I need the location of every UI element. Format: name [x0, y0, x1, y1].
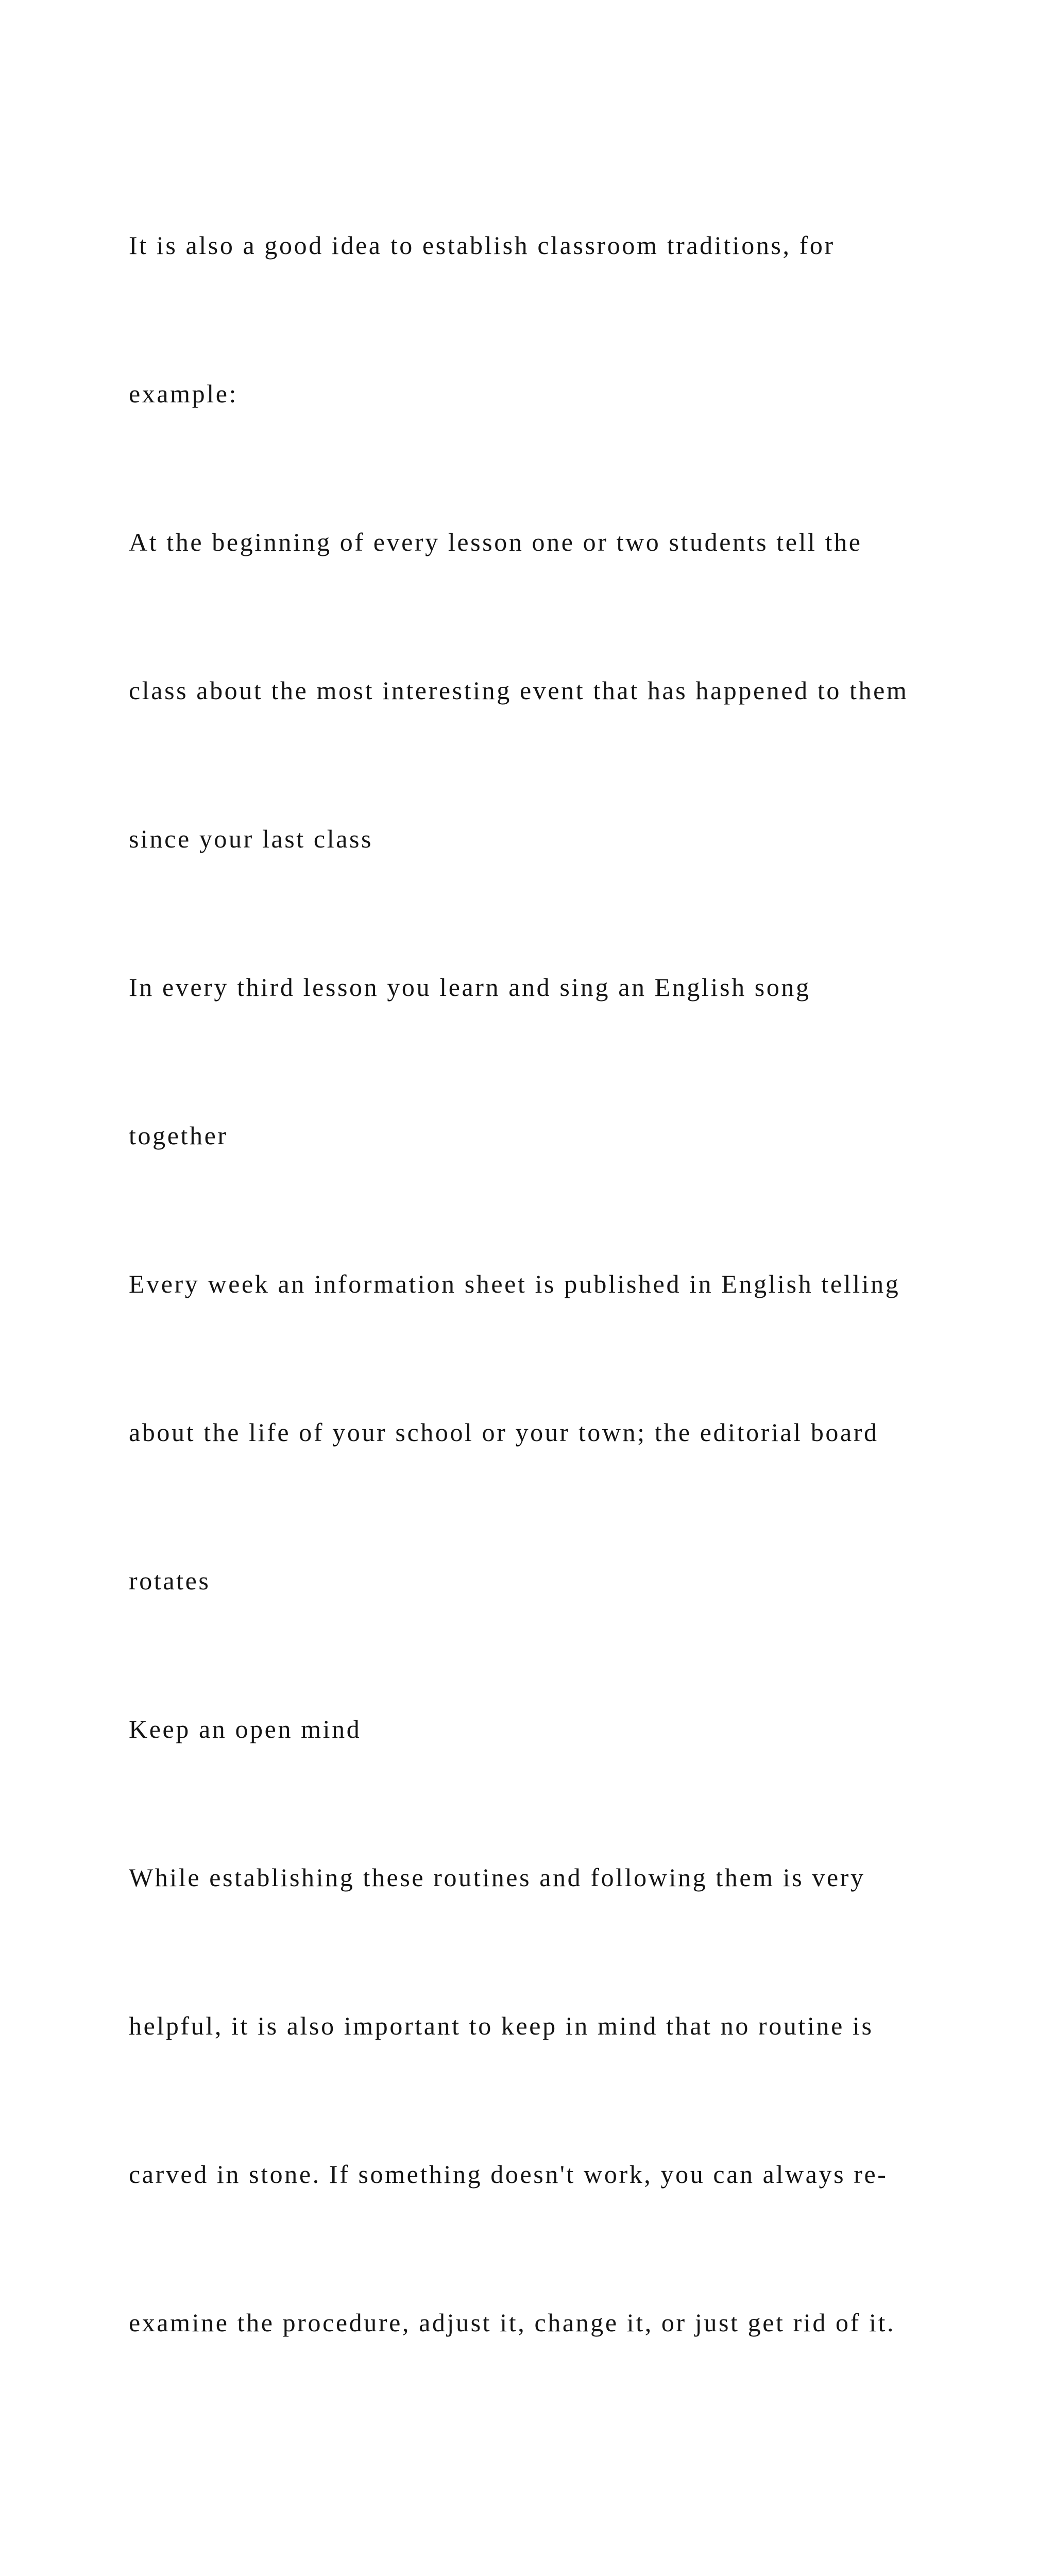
- text-line: carved in stone. If something doesn't work, you can always re-: [129, 2160, 888, 2189]
- text-line: about the life of your school or your town; the editorial board: [129, 1418, 879, 1447]
- section-heading: Keep an open mind: [129, 1715, 362, 1743]
- text-line: example:: [129, 379, 239, 408]
- body-text: [129, 122, 1005, 2576]
- text-line: Every week an information sheet is published in English telling: [129, 1269, 900, 1298]
- text-line: In every third lesson you learn and sing an English song: [129, 973, 811, 1002]
- text-line: helpful, it is also important to keep in mind that no routine is: [129, 2011, 874, 2040]
- text-line: examine the procedure, adjust it, change it, or just get rid of it.: [129, 2308, 896, 2337]
- paragraph-gap: [129, 2446, 1005, 2496]
- text-line: It is also a good idea to establish classroom traditions, for: [129, 231, 835, 260]
- text-line: At the beginning of every lesson one or two students tell the: [129, 528, 862, 556]
- text-line: class about the most interesting event that has happened to them: [129, 676, 909, 705]
- text-line: since your last class: [129, 824, 373, 853]
- text-line: rotates: [129, 1566, 211, 1595]
- text-line: together: [129, 1121, 228, 1150]
- text-line: While establishing these routines and following them is very: [129, 1863, 865, 1892]
